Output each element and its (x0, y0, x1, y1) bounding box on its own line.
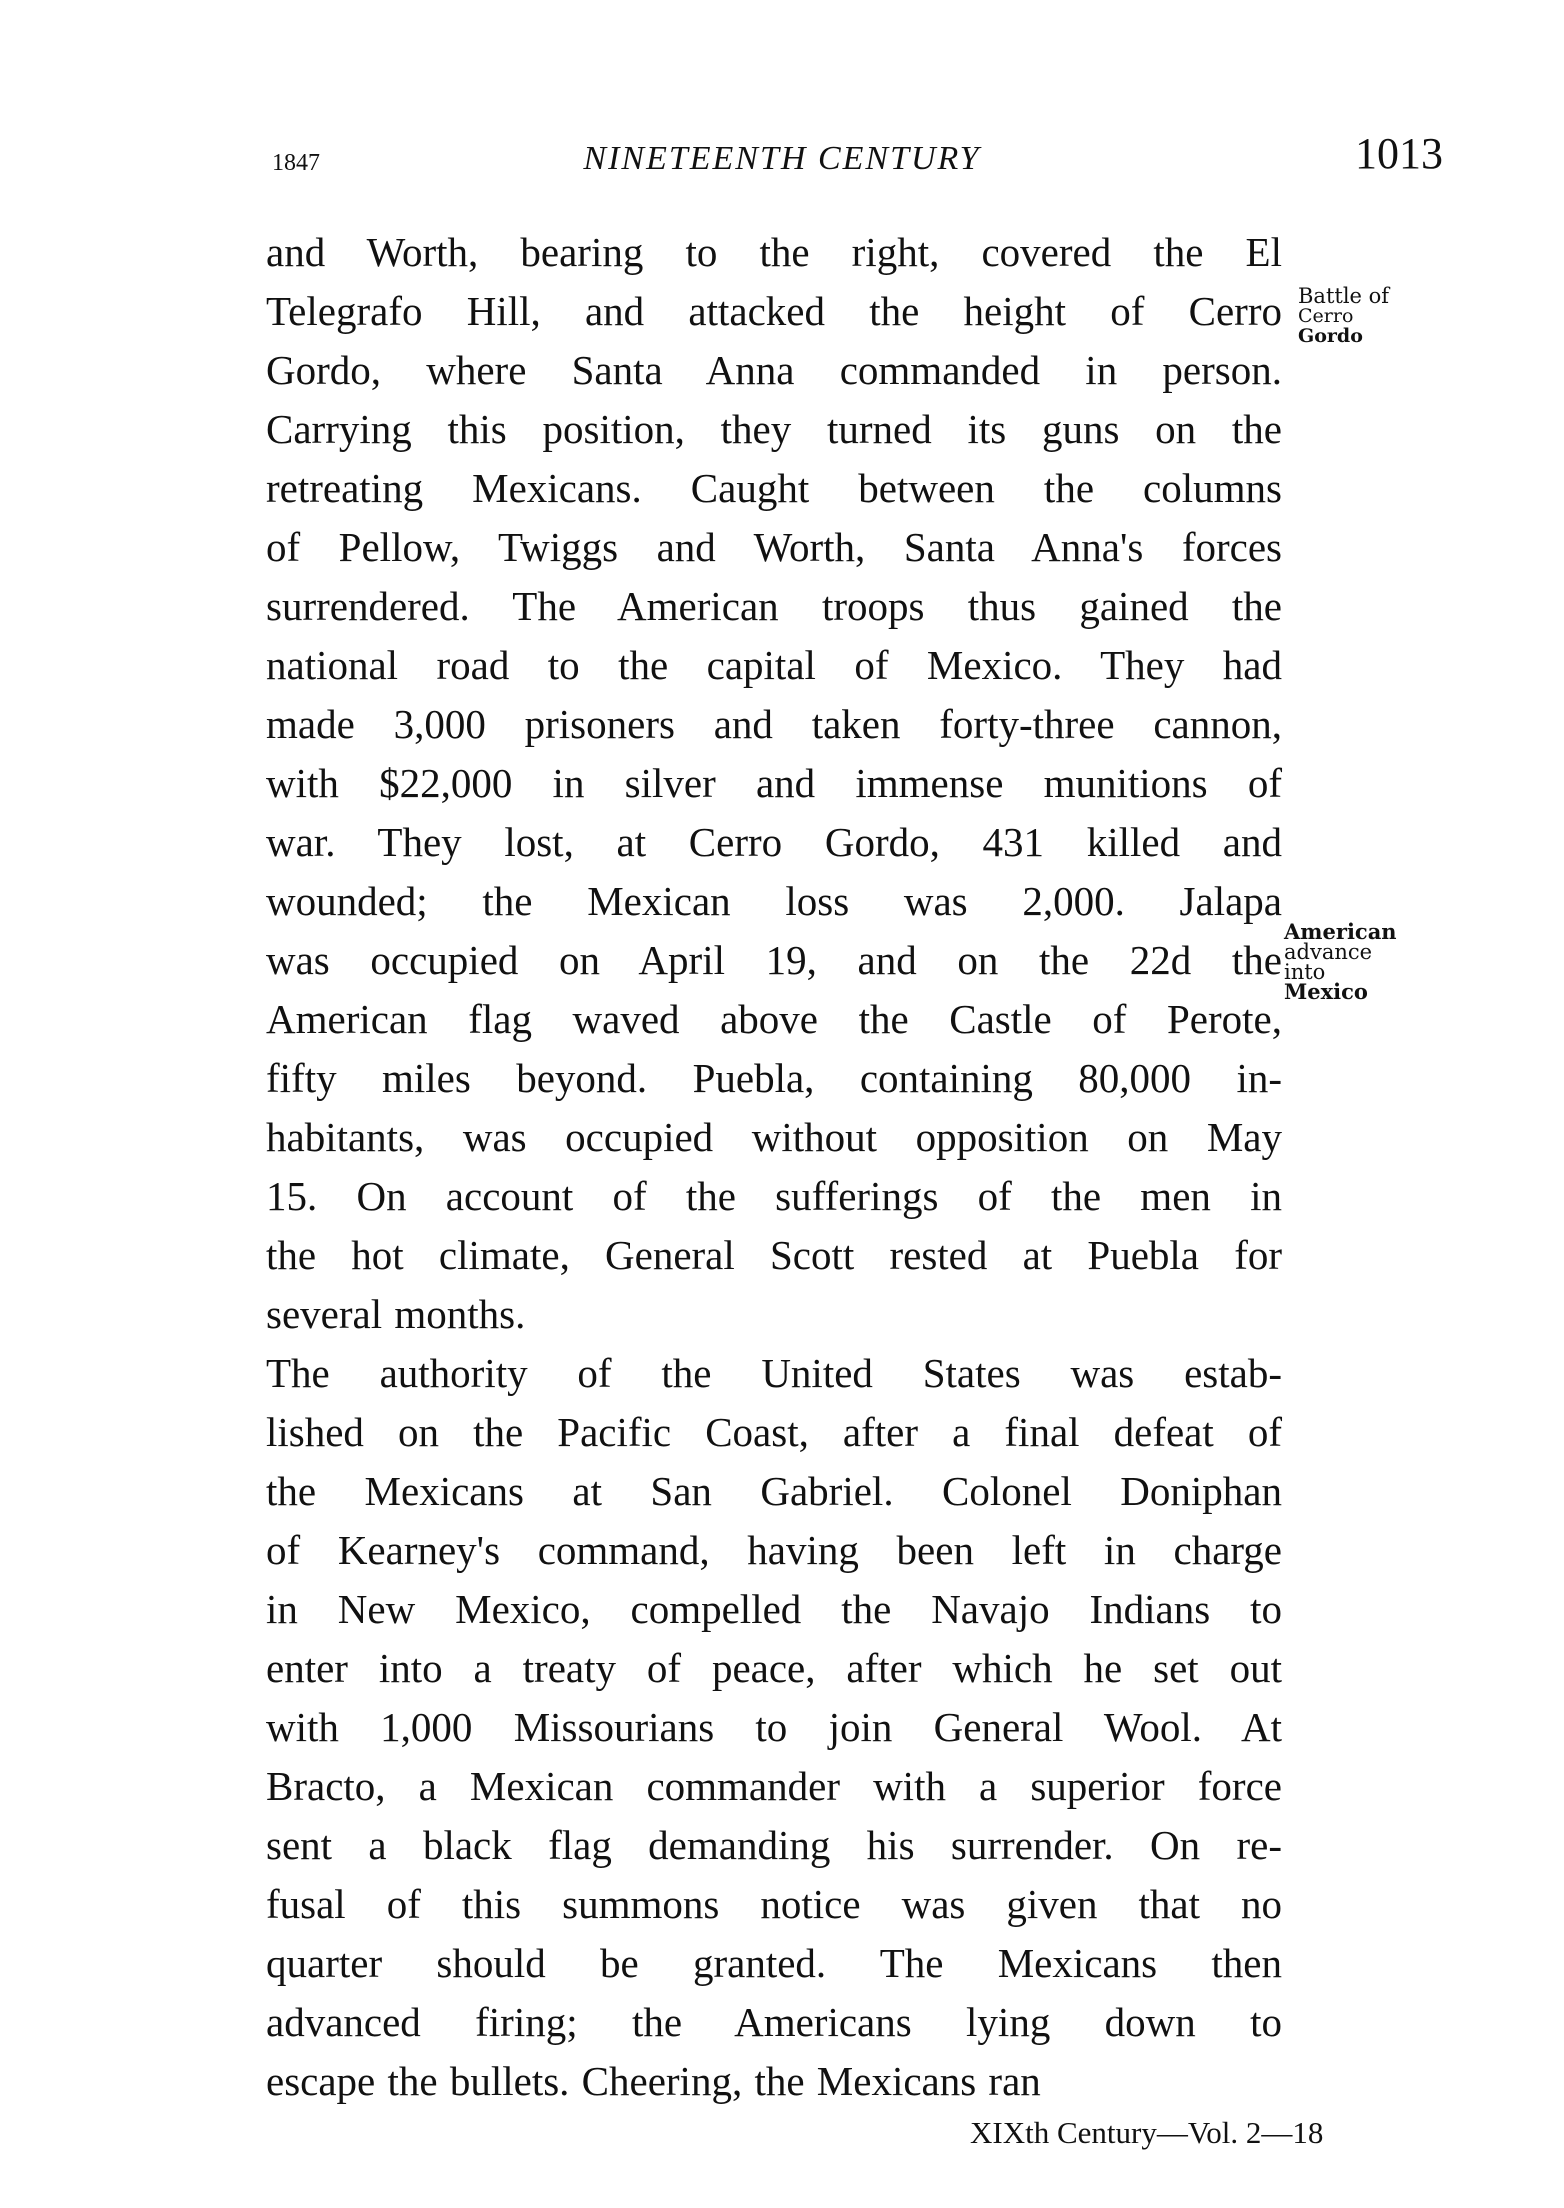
margin-note-battle (1298, 286, 1389, 346)
page-number: 1013 (1355, 129, 1443, 178)
text-line: in New Mexico, compelled the Navajo Indians to (266, 1586, 1282, 1632)
text-line: wounded; the Mexican loss was 2,000. Jalapa (266, 878, 1282, 924)
text-line: fifty miles beyond. Puebla, containing 80,000 in- (266, 1055, 1282, 1101)
margin-note-line: Cerro (1298, 305, 1354, 327)
text-line: enter into a treaty of peace, after which he set out (266, 1645, 1282, 1691)
margin-note-line: Gordo (1298, 325, 1363, 347)
text-line: surrendered. The American troops thus gained the (266, 583, 1282, 629)
margin-note-line: Mexico (1284, 979, 1368, 1004)
text-line: Telegrafo Hill, and attacked the height of Cerro (266, 288, 1282, 334)
text-line: quarter should be granted. The Mexicans then (266, 1940, 1282, 1986)
text-line: lished on the Pacific Coast, after a final defeat of (266, 1409, 1282, 1455)
margin-note-line: into (1284, 960, 1326, 984)
text-line: sent a black flag demanding his surrender. On re- (266, 1822, 1282, 1868)
text-line: The authority of the United States was estab- (266, 1350, 1282, 1396)
text-line: American flag waved above the Castle of Perote, (266, 996, 1282, 1042)
running-head-year: 1847 (272, 150, 320, 176)
margin-note-line: advance (1284, 940, 1373, 964)
text-line: Carrying this position, they turned its guns on the (266, 406, 1282, 452)
margin-note-line: Battle of (1298, 284, 1390, 308)
text-line: was occupied on April 19, and on the 22d the (266, 937, 1282, 983)
text-line: retreating Mexicans. Caught between the columns (266, 465, 1282, 511)
text-line: of Kearney's command, having been left in charge (266, 1527, 1282, 1573)
text-line: national road to the capital of Mexico. They had (266, 642, 1282, 688)
text-line: war. They lost, at Cerro Gordo, 431 killed and (266, 819, 1282, 865)
margin-note-advance (1284, 919, 1397, 1004)
signature-footer: XIXth Century—Vol. 2—18 (970, 2115, 1324, 2150)
text-line: fusal of this summons notice was given that no (266, 1881, 1282, 1927)
text-line: habitants, was occupied without opposition on May (266, 1114, 1282, 1160)
text-line: and Worth, bearing to the right, covered the El (266, 229, 1282, 275)
text-line: the Mexicans at San Gabriel. Colonel Doniphan (266, 1468, 1282, 1514)
text-line: several months. (266, 1291, 526, 1337)
margin-note-line: American (1284, 919, 1397, 944)
text-line: the hot climate, General Scott rested at Puebla for (266, 1232, 1282, 1278)
body-text (266, 223, 1282, 2111)
text-line: of Pellow, Twiggs and Worth, Santa Anna's forces (266, 524, 1282, 570)
text-line: with 1,000 Missourians to join General Wool. At (266, 1704, 1282, 1750)
text-line: advanced firing; the Americans lying down to (266, 1999, 1282, 2045)
running-head-title: NINETEENTH CENTURY (583, 140, 981, 177)
text-line: with $22,000 in silver and immense munitions of (266, 760, 1282, 806)
text-line: 15. On account of the sufferings of the men in (266, 1173, 1282, 1219)
text-line: Bracto, a Mexican commander with a superior force (266, 1763, 1282, 1809)
text-line: Gordo, where Santa Anna commanded in person. (266, 347, 1282, 393)
text-line: escape the bullets. Cheering, the Mexicans ran (266, 2058, 1041, 2104)
text-line: made 3,000 prisoners and taken forty-three cannon, (266, 701, 1282, 747)
